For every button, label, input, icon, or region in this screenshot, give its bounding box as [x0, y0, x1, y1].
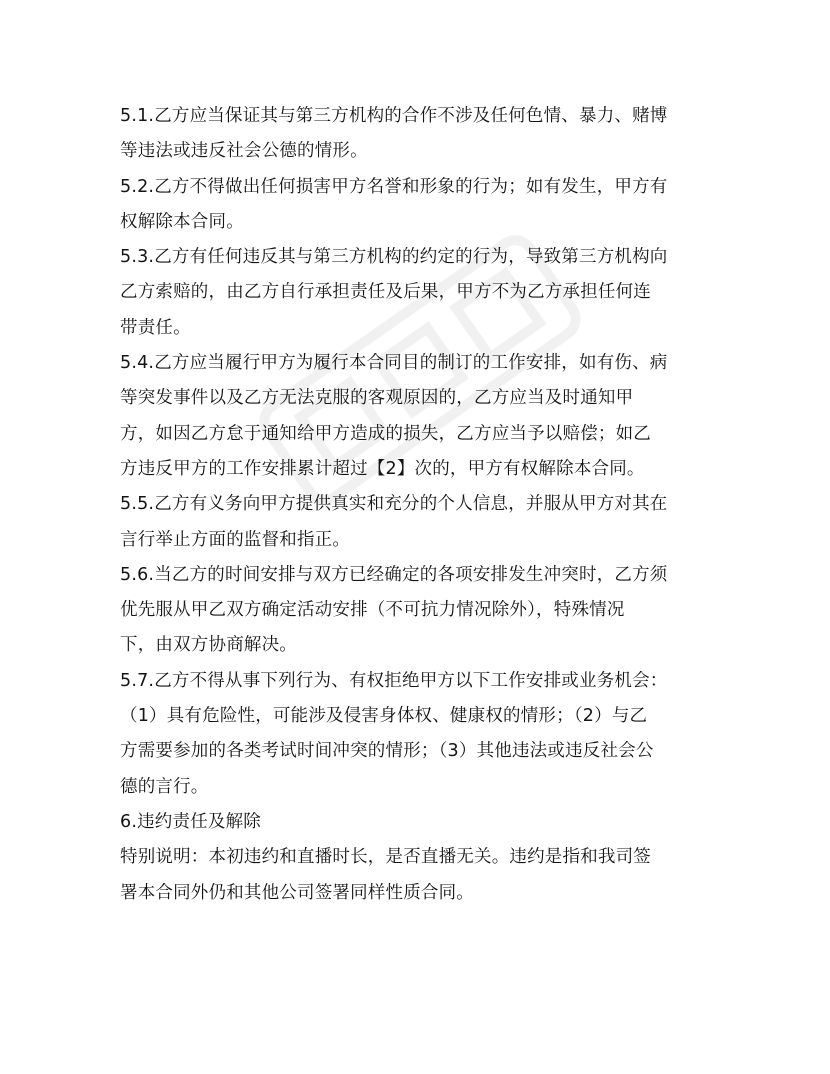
- text-line: 权解除本合同。: [120, 211, 244, 232]
- text-line: 方违反甲方的工作安排累计超过【2】次的，甲方有权解除本合同。: [120, 458, 645, 479]
- text-line: 特别说明：本初违约和直播时长，是否直播无关。违约是指和我司签: [120, 847, 651, 868]
- text-line: 方需要参加的各类考试时间冲突的情形；（3）其他违法或违反社会公: [120, 741, 654, 762]
- text-line: 5.7.乙方不得从事下列行为、有权拒绝甲方以下工作安排或业务机会：: [120, 670, 668, 691]
- text-line: 署本合同外仍和其他公司签署同样性质合同。: [120, 882, 474, 903]
- contract-text: [120, 99, 720, 911]
- text-line: 方，如因乙方怠于通知给甲方造成的损失，乙方应当予以赔偿；如乙: [120, 423, 651, 444]
- text-line: 5.1.乙方应当保证其与第三方机构的合作不涉及任何色情、暴力、赌博: [120, 106, 668, 126]
- text-line: 5.2.乙方不得做出任何损害甲方名誉和形象的行为；如有发生，甲方有: [120, 176, 668, 197]
- text-line: 等突发事件以及乙方无法克服的客观原因的，乙方应当及时通知甲: [120, 388, 634, 409]
- text-line: 带责任。: [120, 317, 191, 338]
- text-line: 5.5.乙方有义务向甲方提供真实和充分的个人信息，并服从甲方对其在: [120, 494, 668, 515]
- text-line: 5.6.当乙方的时间安排与双方已经确定的各项安排发生冲突时，乙方须: [120, 564, 668, 585]
- text-line: 下，由双方协商解决。: [120, 635, 297, 656]
- text-line: 5.4.乙方应当履行甲方为履行本合同目的制订的工作安排，如有伤、病: [120, 353, 668, 374]
- text-line: 言行举止方面的监督和指正。: [120, 529, 351, 550]
- text-line: （1）具有危险性，可能涉及侵害身体权、健康权的情形；（2）与乙: [120, 706, 648, 727]
- text-line: 等违法或违反社会公德的情形。: [120, 141, 368, 162]
- text-line: 5.3.乙方有任何违反其与第三方机构的约定的行为，导致第三方机构向: [120, 247, 668, 268]
- section-heading: 6.违约责任及解除: [120, 811, 261, 832]
- text-line: 德的言行。: [120, 776, 209, 797]
- text-line: 乙方索赔的，由乙方自行承担责任及后果，甲方不为乙方承担任何连: [120, 282, 651, 303]
- text-line: 优先服从甲乙双方确定活动安排（不可抗力情况除外），特殊情况: [120, 600, 625, 621]
